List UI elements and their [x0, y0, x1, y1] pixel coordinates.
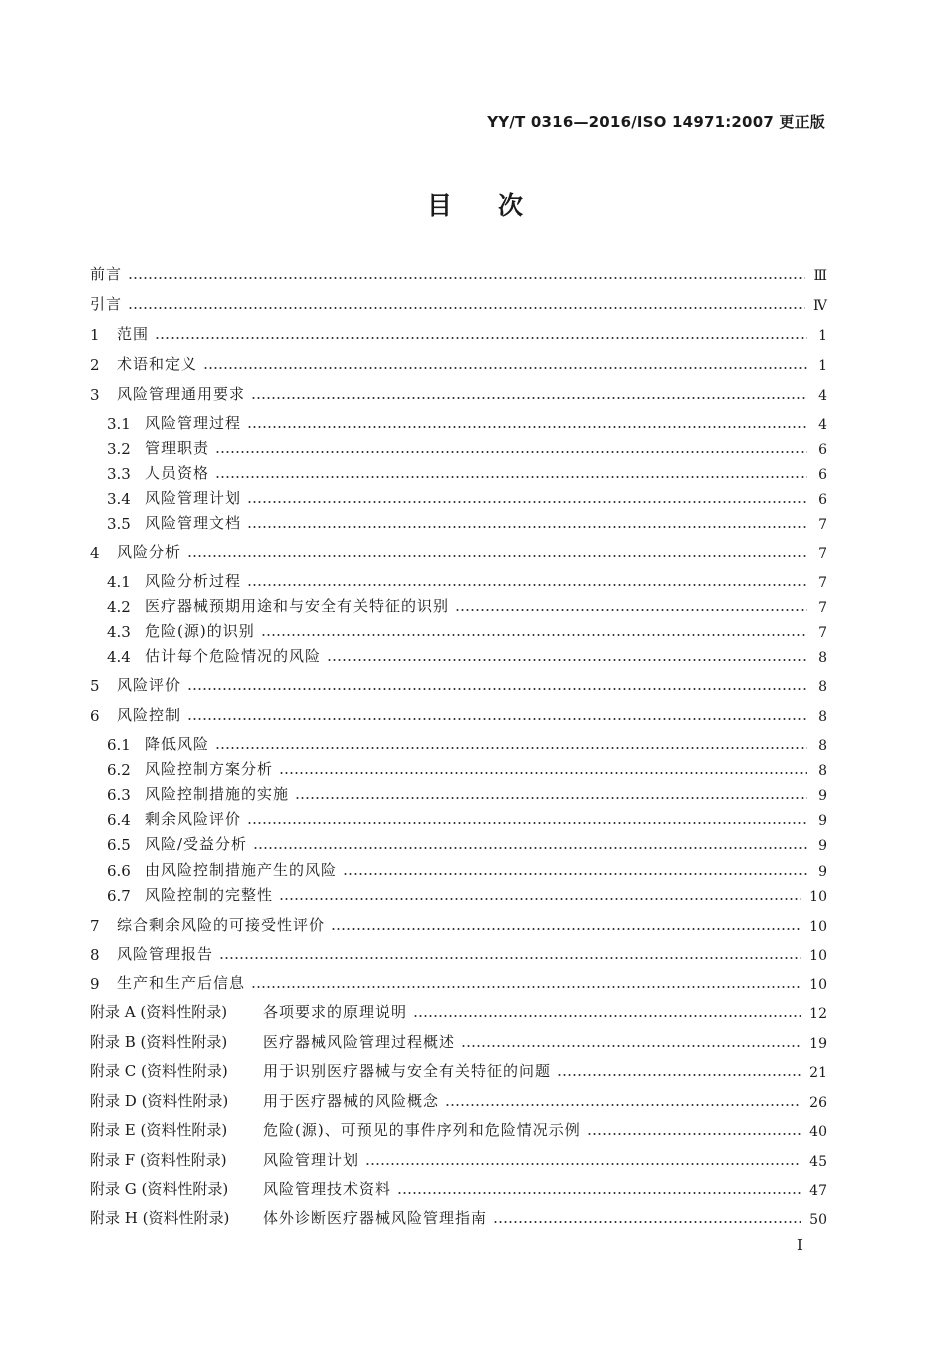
toc-entry-label: 人员资格 — [145, 464, 210, 482]
toc-entry-label: 风险控制 — [117, 706, 182, 724]
toc-entry[interactable] — [90, 569, 827, 591]
toc-entry[interactable] — [90, 1206, 827, 1228]
toc-dot-leader — [413, 1014, 801, 1018]
toc-entry-label: 各项要求的原理说明 — [263, 1003, 408, 1021]
toc-dot-leader — [251, 396, 807, 400]
toc-dot-leader — [155, 336, 807, 340]
toc-entry-page: 7 — [818, 575, 827, 591]
toc-entry-label: 医疗器械预期用途和与安全有关特征的识别 — [145, 597, 450, 615]
toc-entry-page: 10 — [809, 948, 827, 964]
toc-dot-leader — [343, 872, 807, 876]
toc-entry-page: 8 — [818, 650, 827, 666]
toc-dot-leader — [247, 583, 807, 587]
toc-entry[interactable] — [90, 782, 827, 804]
toc-entry-label: 风险管理计划 — [263, 1151, 360, 1169]
toc-dot-leader — [187, 687, 807, 691]
toc-entry-label: 风险管理计划 — [145, 489, 242, 507]
toc-dot-leader — [247, 525, 807, 529]
toc-entry[interactable] — [90, 540, 827, 562]
toc-entry-number: 6.4 — [107, 811, 131, 829]
toc-dot-leader — [261, 633, 807, 637]
toc-entry[interactable] — [90, 971, 827, 993]
toc-entry-number: 3.4 — [107, 490, 131, 508]
toc-entry[interactable] — [90, 732, 827, 754]
toc-entry[interactable] — [90, 292, 827, 314]
toc-entry-number: 附录 C (资料性附录) — [90, 1062, 228, 1080]
toc-dot-leader — [397, 1191, 801, 1195]
toc-entry-number: 6.7 — [107, 887, 131, 905]
toc-entry[interactable] — [90, 1177, 827, 1199]
toc-entry-page: 6 — [818, 467, 827, 483]
toc-entry[interactable] — [90, 511, 827, 533]
toc-entry[interactable] — [90, 883, 827, 905]
toc-entry-number: 附录 G (资料性附录) — [90, 1180, 229, 1198]
toc-dot-leader — [247, 821, 807, 825]
toc-dot-leader — [203, 366, 807, 370]
toc-entry[interactable] — [90, 262, 827, 284]
toc-dot-leader — [493, 1220, 801, 1224]
toc-entry-page: 9 — [818, 813, 827, 829]
toc-entry-label: 用于医疗器械的风险概念 — [263, 1092, 440, 1110]
toc-entry[interactable] — [90, 913, 827, 935]
toc-entry-label: 引言 — [90, 295, 123, 313]
toc-entry-label: 医疗器械风险管理过程概述 — [263, 1033, 456, 1051]
toc-entry-label: 风险管理技术资料 — [263, 1180, 392, 1198]
toc-entry[interactable] — [90, 942, 827, 964]
toc-entry[interactable] — [90, 461, 827, 483]
toc-entry-label: 风险管理通用要求 — [117, 385, 246, 403]
toc-entry-page: 7 — [818, 517, 827, 533]
toc-entry-number: 附录 E (资料性附录) — [90, 1121, 228, 1139]
toc-entry-page: 19 — [809, 1036, 827, 1052]
toc-entry-number: 1 — [90, 326, 100, 344]
toc-entry-number: 6.1 — [107, 736, 131, 754]
toc-entry-label: 风险分析 — [117, 543, 182, 561]
toc-dot-leader — [295, 796, 807, 800]
toc-entry-number: 4.3 — [107, 623, 131, 641]
toc-entry-label: 降低风险 — [145, 735, 210, 753]
toc-dot-leader — [215, 746, 807, 750]
toc-entry[interactable] — [90, 411, 827, 433]
toc-entry[interactable] — [90, 807, 827, 829]
toc-dot-leader — [557, 1073, 801, 1077]
toc-entry-page: 4 — [818, 417, 827, 433]
toc-entry[interactable] — [90, 594, 827, 616]
toc-entry[interactable] — [90, 619, 827, 641]
toc-entry-label: 由风险控制措施产生的风险 — [145, 861, 338, 879]
toc-dot-leader — [365, 1162, 801, 1166]
toc-dot-leader — [187, 554, 807, 558]
toc-entry-page: Ⅳ — [813, 298, 827, 314]
toc-dot-leader — [445, 1103, 801, 1107]
toc-entry-label: 生产和生产后信息 — [117, 974, 246, 992]
toc-entry-number: 3.2 — [107, 440, 131, 458]
toc-dot-leader — [279, 897, 801, 901]
toc-entry-page: 7 — [818, 546, 827, 562]
toc-entry-number: 附录 A (资料性附录) — [90, 1003, 228, 1021]
toc-entry[interactable] — [90, 1059, 827, 1081]
toc-entry-number: 6.3 — [107, 786, 131, 804]
toc-entry-number: 3.1 — [107, 415, 131, 433]
toc-entry-label: 用于识别医疗器械与安全有关特征的问题 — [263, 1062, 552, 1080]
toc-entry-page: 10 — [809, 977, 827, 993]
toc-entry[interactable] — [90, 1118, 827, 1140]
toc-dot-leader — [253, 846, 807, 850]
toc-entry-page: 1 — [818, 358, 827, 374]
toc-dot-leader — [461, 1044, 801, 1048]
toc-entry[interactable] — [90, 644, 827, 666]
toc-entry-page: 9 — [818, 864, 827, 880]
toc-dot-leader — [587, 1132, 801, 1136]
toc-entry-page: 40 — [809, 1124, 827, 1140]
toc-entry-label: 危险(源)的识别 — [145, 622, 255, 640]
toc-entry-number: 3 — [90, 386, 100, 404]
page-title: 目次 — [426, 191, 569, 220]
toc-entry[interactable] — [90, 486, 827, 508]
toc-entry-number: 6.5 — [107, 836, 131, 854]
toc-entry-page: 7 — [818, 625, 827, 641]
toc-entry-page: 45 — [809, 1154, 827, 1170]
toc-entry[interactable] — [90, 1089, 827, 1111]
toc-entry-page: 8 — [818, 709, 827, 725]
toc-entry[interactable] — [90, 436, 827, 458]
toc-dot-leader — [247, 425, 807, 429]
toc-entry-page: 7 — [818, 600, 827, 616]
toc-entry-label: 风险管理报告 — [117, 945, 214, 963]
toc-entry-page: 6 — [818, 492, 827, 508]
toc-entry-page: 9 — [818, 838, 827, 854]
toc-entry-number: 6.2 — [107, 761, 131, 779]
toc-entry-label: 风险评价 — [117, 676, 182, 694]
toc-dot-leader — [327, 658, 807, 662]
toc-dot-leader — [251, 985, 801, 989]
toc-dot-leader — [187, 717, 807, 721]
toc-dot-leader — [128, 276, 805, 280]
toc-entry[interactable] — [90, 858, 827, 880]
toc-entry-number: 3.5 — [107, 515, 131, 533]
toc-entry-number: 附录 B (资料性附录) — [90, 1033, 228, 1051]
toc-entry-label: 估计每个危险情况的风险 — [145, 647, 322, 665]
toc-entry-label: 风险管理文档 — [145, 514, 242, 532]
toc-entry-page: 21 — [809, 1065, 827, 1081]
toc-entry-number: 8 — [90, 946, 100, 964]
toc-entry-label: 风险控制的完整性 — [145, 886, 274, 904]
toc-entry-number: 3.3 — [107, 465, 131, 483]
toc-entry-number: 附录 F (资料性附录) — [90, 1151, 227, 1169]
toc-entry-label: 范围 — [117, 325, 150, 343]
toc-entry-number: 9 — [90, 975, 100, 993]
toc-entry-page: 47 — [809, 1183, 827, 1199]
toc-entry[interactable] — [90, 1030, 827, 1052]
toc-entry-label: 风险/受益分析 — [145, 835, 248, 853]
toc-entry-page: 9 — [818, 788, 827, 804]
standard-number-header: YY/T 0316—2016/ISO 14971:2007 更正版 — [487, 113, 825, 131]
toc-entry-label: 危险(源)、可预见的事件序列和危险情况示例 — [263, 1121, 581, 1139]
toc-entry-number: 附录 D (资料性附录) — [90, 1092, 229, 1110]
toc-entry-number: 4.4 — [107, 648, 131, 666]
toc-entry[interactable] — [90, 322, 827, 344]
toc-entry-label: 剩余风险评价 — [145, 810, 242, 828]
toc-entry-page: 12 — [809, 1006, 827, 1022]
toc-dot-leader — [128, 306, 805, 310]
toc-entry-page: 6 — [818, 442, 827, 458]
toc-entry-label: 综合剩余风险的可接受性评价 — [117, 916, 326, 934]
toc-entry-label: 风险分析过程 — [145, 572, 242, 590]
toc-entry[interactable] — [90, 832, 827, 854]
toc-dot-leader — [215, 450, 807, 454]
toc-entry-page: Ⅲ — [813, 268, 827, 284]
toc-entry-label: 前言 — [90, 265, 123, 283]
toc-entry-page: 8 — [818, 679, 827, 695]
toc-entry-label: 管理职责 — [145, 439, 210, 457]
toc-entry-page: 10 — [809, 889, 827, 905]
toc-entry-number: 4.2 — [107, 598, 131, 616]
toc-entry-number: 4 — [90, 544, 100, 562]
toc-dot-leader — [219, 956, 801, 960]
toc-entry-page: 26 — [809, 1095, 827, 1111]
toc-entry-number: 5 — [90, 677, 100, 695]
toc-dot-leader — [215, 475, 807, 479]
toc-entry-number: 2 — [90, 356, 100, 374]
toc-entry[interactable] — [90, 757, 827, 779]
toc-entry-number: 6 — [90, 707, 100, 725]
toc-entry-label: 风险控制措施的实施 — [145, 785, 290, 803]
toc-entry[interactable] — [90, 382, 827, 404]
toc-dot-leader — [455, 608, 807, 612]
page-number: I — [797, 1236, 803, 1254]
toc-entry[interactable] — [90, 703, 827, 725]
toc-entry[interactable] — [90, 352, 827, 374]
toc-entry-page: 8 — [818, 763, 827, 779]
toc-dot-leader — [279, 771, 807, 775]
toc-dot-leader — [247, 500, 807, 504]
toc-entry[interactable] — [90, 1000, 827, 1022]
toc-entry-page: 10 — [809, 919, 827, 935]
toc-entry-label: 体外诊断医疗器械风险管理指南 — [263, 1209, 488, 1227]
toc-entry-label: 术语和定义 — [117, 355, 198, 373]
toc-entry-label: 风险控制方案分析 — [145, 760, 274, 778]
toc-entry-number: 附录 H (资料性附录) — [90, 1209, 230, 1227]
toc-entry-page: 4 — [818, 388, 827, 404]
toc-dot-leader — [331, 927, 801, 931]
toc-entry-page: 1 — [818, 328, 827, 344]
toc-entry-number: 6.6 — [107, 862, 131, 880]
toc-entry-number: 4.1 — [107, 573, 131, 591]
toc-entry-page: 8 — [818, 738, 827, 754]
toc-entry[interactable] — [90, 673, 827, 695]
toc-entry-page: 50 — [809, 1212, 827, 1228]
toc-entry[interactable] — [90, 1148, 827, 1170]
toc-entry-label: 风险管理过程 — [145, 414, 242, 432]
toc-entry-number: 7 — [90, 917, 100, 935]
